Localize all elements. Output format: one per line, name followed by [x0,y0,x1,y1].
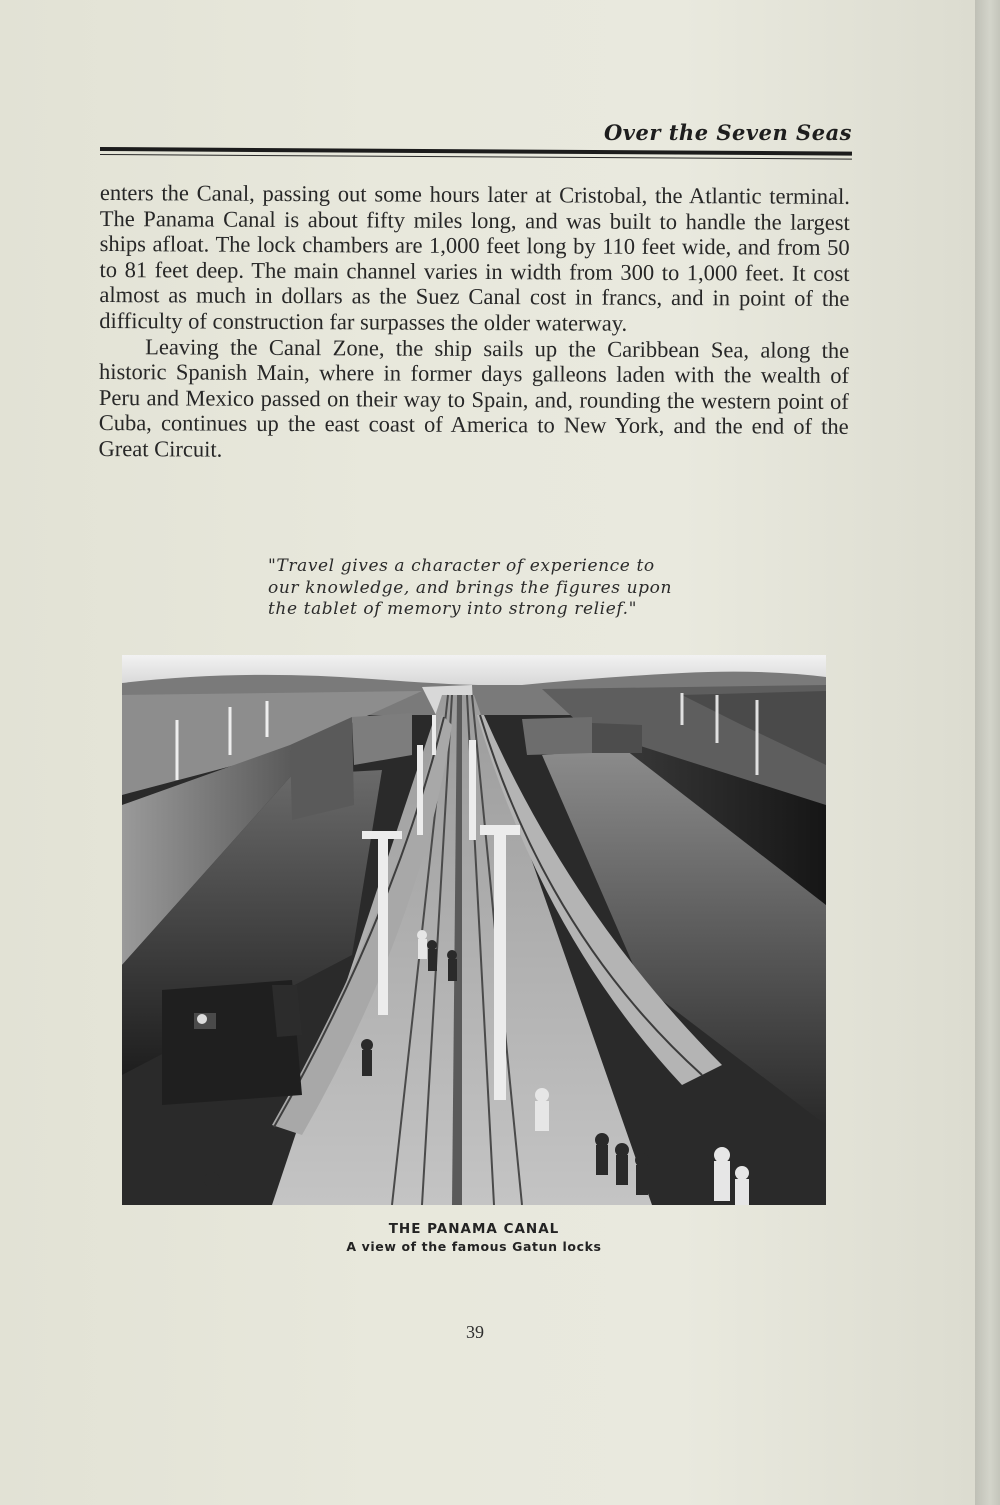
caption-title: THE PANAMA CANAL [388,1221,560,1237]
page-edge-shadow [975,0,1000,1505]
caption-subtitle: A view of the famous Gatun locks [346,1239,602,1254]
page-number: 39 [466,1322,484,1342]
paragraph-1: enters the Canal, passing out some hours later at Cristobal, the Atlantic terminal. The Panama Canal is about fifty miles long, and was built to handle the largest ships afloat. The lock chambers are 1,000 feet long by 110 feet wide, and from 50 to 81 feet deep. The main channel varies in width from 300 to 1,000 feet. It cost almost as much in dollars as the Suez Canal cost in francs, and in point of the difficulty of construction far surpasses the older waterway. [99,180,850,336]
quote-line-2: our knowledge, and brings the figures upon [268,577,672,598]
figure-caption [122,1220,826,1256]
quote-line-3: the tablet of memory into strong relief." [268,599,638,619]
running-head: Over the Seven Seas [604,120,852,145]
paragraph-2: Leaving the Canal Zone, the ship sails up the Caribbean Sea, along the historic Spanish Main, where in former days galleons laden with the wealth of Peru and Mexico passed on their way to Spain, and, rounding the western point of Cuba, continues up the east coast of America to New York, and the end of the Great Circuit. [98,333,850,462]
quote-line-1: "Travel gives a character of experience to [268,556,655,576]
body-text [99,180,850,465]
epigraph-quote [268,556,688,621]
gatun-locks-photograph [122,655,826,1205]
